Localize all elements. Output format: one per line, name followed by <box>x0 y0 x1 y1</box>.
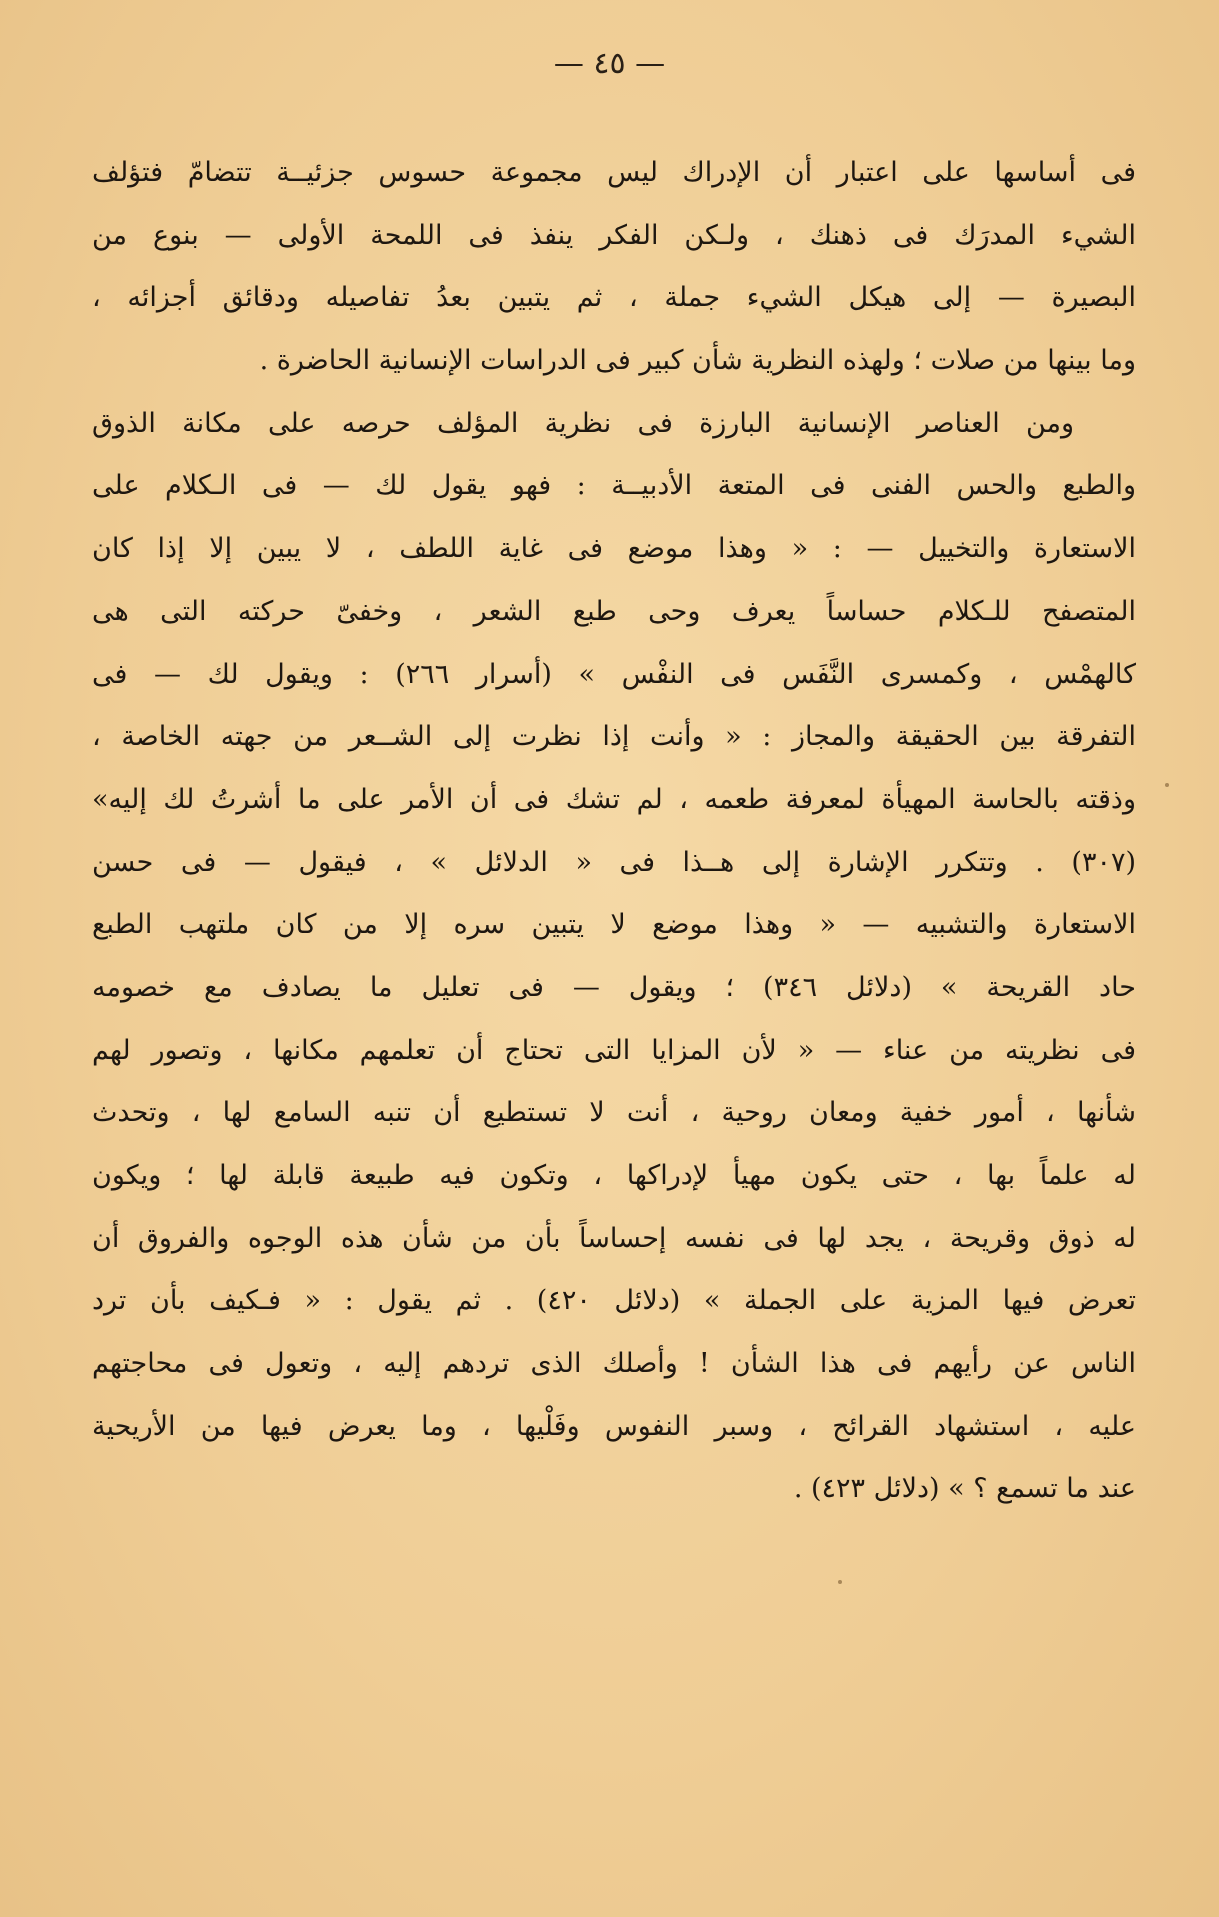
text-line: له علماً بها ، حتى يكون مهيأ لإدراكها ، وتكون فيه طبيعة قابلة لها ؛ ويكون <box>92 1160 1136 1191</box>
text-line: عليه ، استشهاد القرائح ، وسبر النفوس وفَلْيها ، وما يعرض فيها من الأريحية <box>92 1410 1136 1442</box>
text-line: الشيء المدرَك فى ذهنك ، ولـكن الفكر ينفذ فى اللمحة الأولى — بنوع من <box>92 219 1136 251</box>
text-line: حاد القريحة » (دلائل ٣٤٦) ؛ ويقول — فى تعليل ما يصادف مع خصومه <box>92 971 1136 1003</box>
text-line: شأنها ، أمور خفية ومعان روحية ، أنت لا تستطيع أن تنبه السامع لها ، وتحدث <box>92 1097 1136 1129</box>
text-line: فى نظريته من عناء — « لأن المزايا التى تحتاج أن تعلمهم مكانها ، وتصور لهم <box>92 1034 1136 1066</box>
text-line: التفرقة بين الحقيقة والمجاز : « وأنت إذا نظرت إلى الشــعر من جهته الخاصة ، <box>92 721 1136 753</box>
text-line: فى أساسها على اعتبار أن الإدراك ليس مجموعة حسوس جزئيــة تتضامّ فتؤلف <box>92 157 1136 188</box>
text-line: الاستعارة والتخييل — : « وهذا موضع فى غاية اللطف ، لا يبين إلا إذا كان <box>92 533 1136 565</box>
text-line: تعرض فيها المزية على الجملة » (دلائل ٤٢٠) . ثم يقول : « فـكيف بأن ترد <box>92 1285 1136 1317</box>
text-line: الناس عن رأيهم فى هذا الشأن ! وأصلك الذى تردهم إليه ، وتعول فى محاجتهم <box>92 1348 1136 1380</box>
text-line: الاستعارة والتشبيه — « وهذا موضع لا يتبين سره إلا من كان ملتهب الطبع <box>92 909 1136 941</box>
body-text <box>92 142 1136 1521</box>
page-number: — ٤٥ — <box>553 46 666 81</box>
text-line: له ذوق وقريحة ، يجد لها فى نفسه إحساساً بأن من شأن هذه الوجوه والفروق أن <box>92 1222 1136 1254</box>
paragraph-start-line: ومن العناصر الإنسانية البارزة فى نظرية المؤلف حرصه على مكانة الذوق <box>92 407 1074 439</box>
text-line: كالهمْس ، وكمسرى النَّفَس فى النفْس » (أسرار ٢٦٦) : ويقول لك — فى <box>92 658 1136 690</box>
text-line: المتصفح للـكلام حساساً يعرف وحى طبع الشعر ، وخفىّ حركته التى هى <box>92 595 1136 627</box>
text-line: وما بينها من صلات ؛ ولهذه النظرية شأن كبير فى الدراسات الإنسانية الحاضرة . <box>259 345 1136 377</box>
text-line: (٣٠٧) . وتتكرر الإشارة إلى هــذا فى « الدلائل » ، فيقول — فى حسن <box>92 846 1136 878</box>
paper-speck <box>1165 783 1169 787</box>
text-line: وذقته بالحاسة المهيأة لمعرفة طعمه ، لم تشك فى أن الأمر على ما أشرتُ لك إليه» <box>92 783 1136 815</box>
text-line: عند ما تسمع ؟ » (دلائل ٤٢٣) . <box>793 1473 1136 1505</box>
text-line: والطبع والحس الفنى فى المتعة الأدبيــة : فهو يقول لك — فى الـكلام على <box>92 470 1136 502</box>
text-line: البصيرة — إلى هيكل الشيء جملة ، ثم يتبين بعدُ تفاصيله ودقائق أجزائه ، <box>92 282 1136 314</box>
paper-speck <box>838 1580 842 1584</box>
